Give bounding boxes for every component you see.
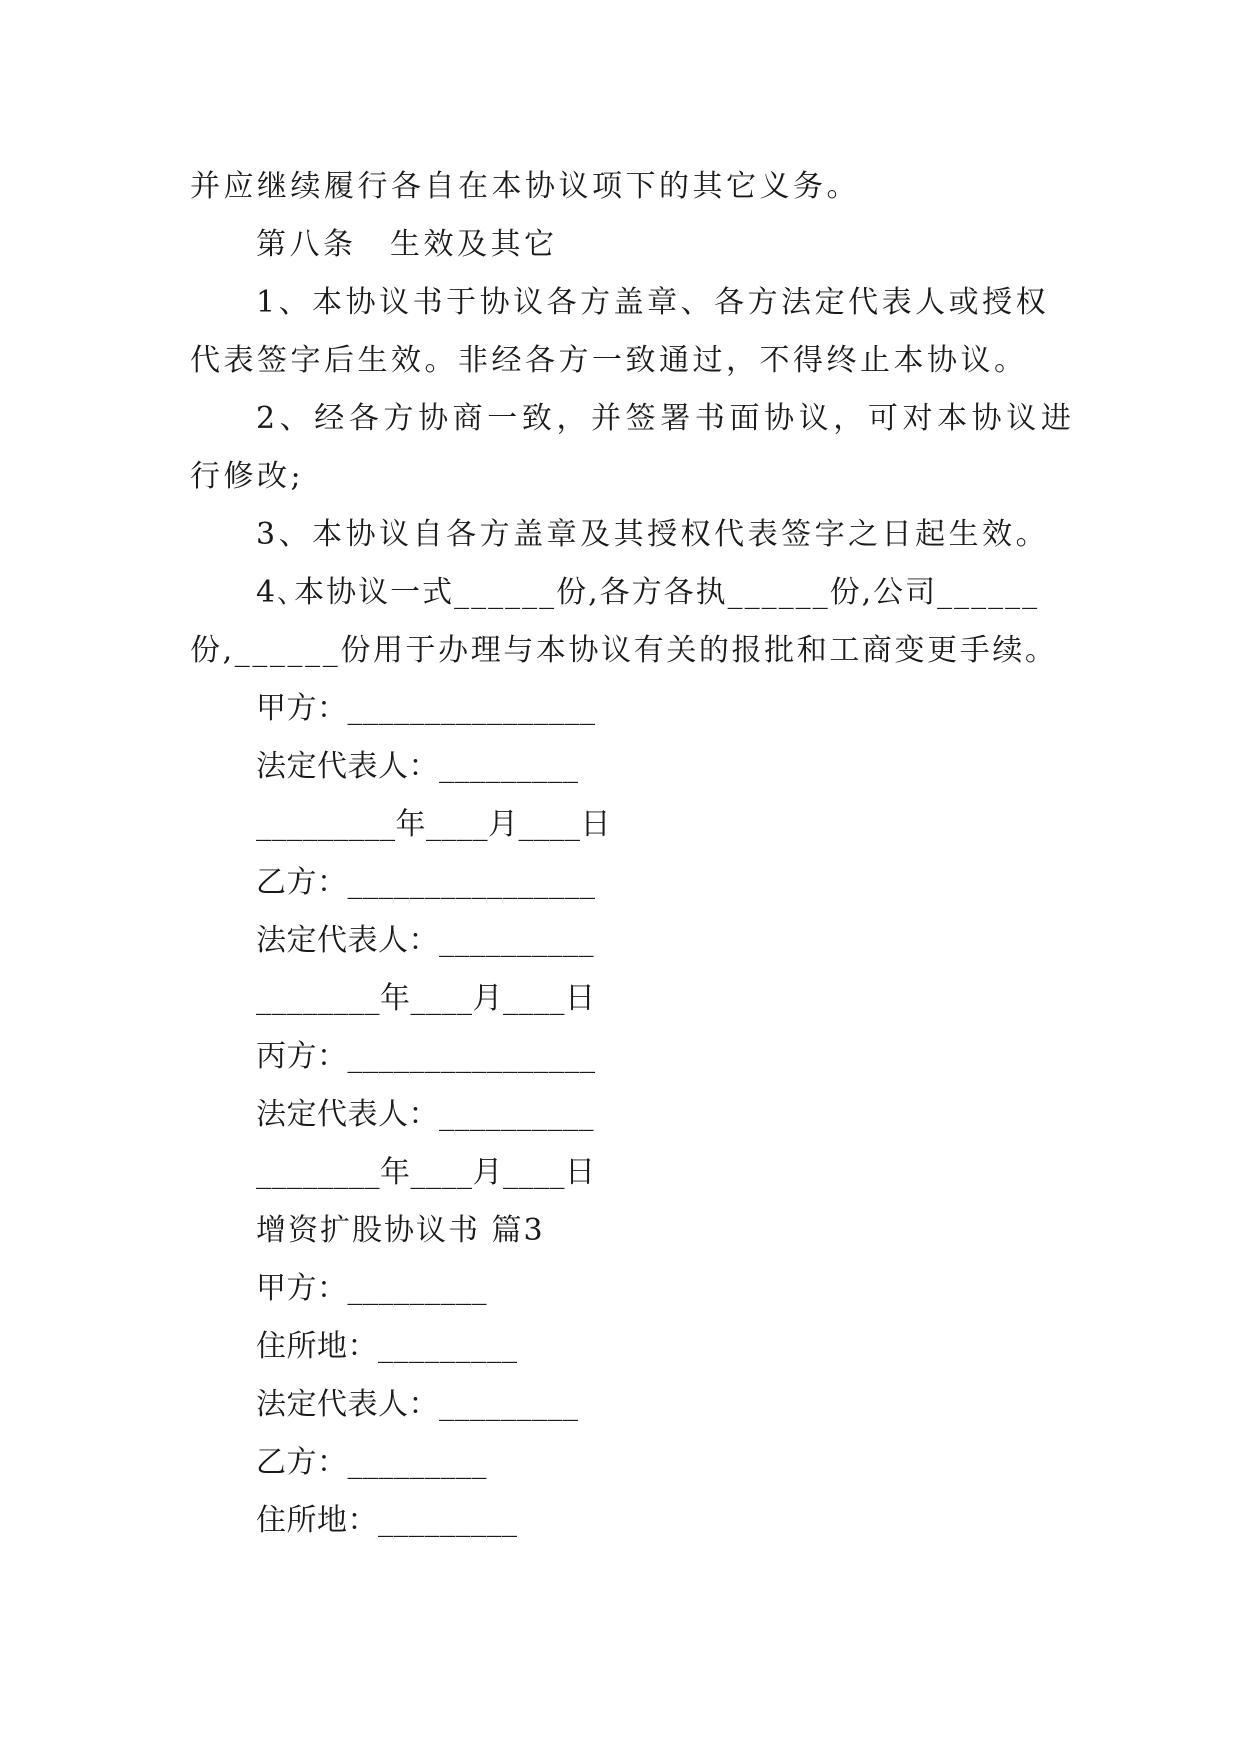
section-3-party-a-address: 住所地：_________ bbox=[256, 1329, 518, 1364]
party-c-signature: 丙方：________________ bbox=[256, 1039, 596, 1074]
clause-2-line1: 2、经各方协商一致，并签署书面协议，可对本协议进 bbox=[256, 401, 1076, 436]
party-b-date: ________年____月____日 bbox=[256, 981, 596, 1016]
clause-2-line2: 行修改; bbox=[190, 459, 305, 494]
party-a-date: _________年____月____日 bbox=[256, 807, 611, 842]
clause-3: 3、本协议自各方盖章及其授权代表签字之日起生效。 bbox=[256, 517, 1050, 552]
section-3-title: 增资扩股协议书 篇3 bbox=[256, 1213, 545, 1248]
section-3-party-a-representative: 法定代表人：_________ bbox=[256, 1387, 579, 1422]
party-c-date: ________年____月____日 bbox=[256, 1155, 596, 1190]
article-8-heading: 第八条 生效及其它 bbox=[256, 227, 558, 262]
clause-4-line2: 份,______份用于办理与本协议有关的报批和工商变更手续。 bbox=[190, 633, 1058, 668]
party-a-signature: 甲方：________________ bbox=[256, 691, 596, 726]
paragraph-continuation: 并应继续履行各自在本协议项下的其它义务。 bbox=[190, 169, 860, 204]
clause-1-line1: 1、本协议书于协议各方盖章、各方法定代表人或授权 bbox=[256, 285, 1050, 320]
section-3-party-a: 甲方：_________ bbox=[256, 1271, 487, 1306]
party-b-representative: 法定代表人：__________ bbox=[256, 923, 594, 958]
clause-4-line1: 4､本协议一式______份,各方各执______份,公司______ bbox=[256, 575, 1040, 610]
party-a-representative: 法定代表人：_________ bbox=[256, 749, 579, 784]
section-3-party-b: 乙方：_________ bbox=[256, 1445, 487, 1480]
clause-1-line2: 代表签字后生效。非经各方一致通过，不得终止本协议。 bbox=[190, 343, 1028, 378]
party-c-representative: 法定代表人：__________ bbox=[256, 1097, 594, 1132]
party-b-signature: 乙方：________________ bbox=[256, 865, 596, 900]
section-3-party-b-address: 住所地：_________ bbox=[256, 1503, 518, 1538]
